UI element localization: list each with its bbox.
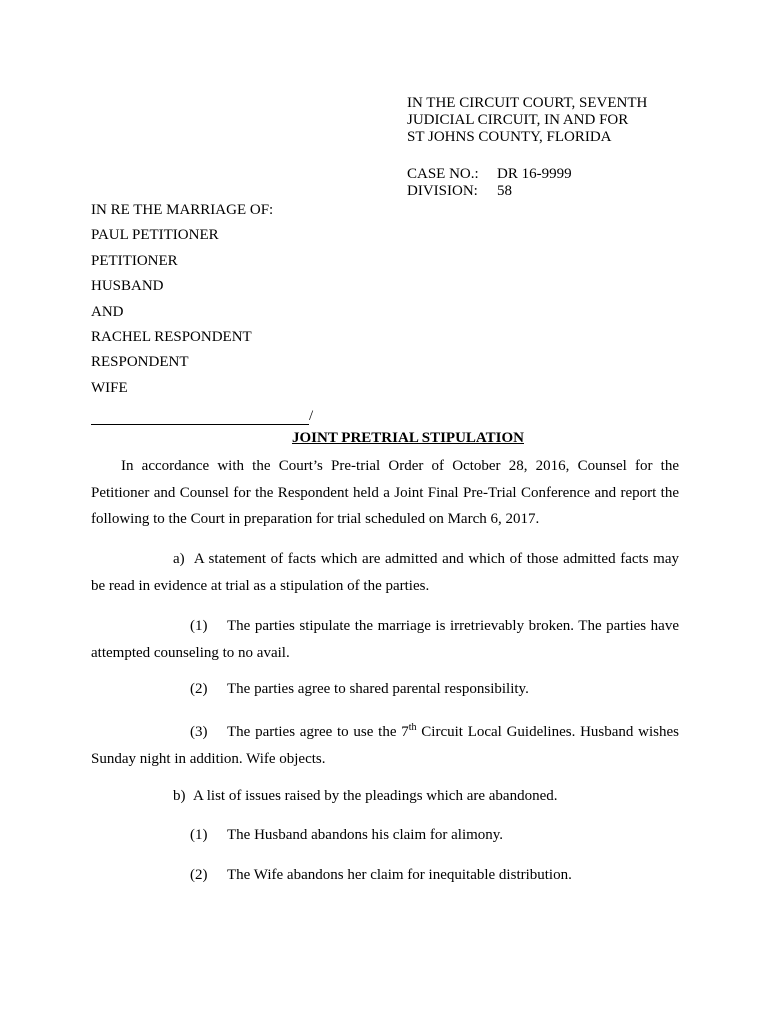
section-b-marker: b) bbox=[173, 788, 186, 804]
section-a bbox=[91, 546, 679, 599]
parties-heading: IN RE THE MARRIAGE OF: bbox=[91, 202, 274, 218]
division-row bbox=[407, 182, 572, 199]
parties-conjunction: AND bbox=[91, 303, 124, 320]
section-a-line: be read in evidence at trial as a stipulation of the parties. bbox=[91, 577, 430, 594]
caption-underline bbox=[91, 409, 309, 425]
court-caption-line: JUDICIAL CIRCUIT, IN AND FOR bbox=[407, 112, 629, 128]
intro-paragraph bbox=[91, 453, 679, 533]
caption-divider bbox=[91, 407, 313, 425]
intro-line: following to the Court in preparation for trial scheduled on March 6, 2017. bbox=[91, 511, 540, 527]
case-number-label: CASE NO.: bbox=[407, 166, 479, 182]
case-number-row bbox=[407, 165, 572, 182]
division-value: 58 bbox=[497, 183, 512, 199]
petitioner-name: PAUL PETITIONER bbox=[91, 227, 219, 244]
section-a-item-2 bbox=[190, 680, 529, 698]
section-b-item-1 bbox=[190, 826, 503, 844]
item-number: (1) bbox=[190, 618, 208, 634]
intro-line: In accordance with the Court’s Pre-trial Order of October 28, 2016, Counsel for the bbox=[121, 458, 679, 474]
item-line: (3) The parties agree to use the 7th Circuit Local Guidelines. Husband wishes bbox=[91, 719, 679, 746]
item-number: (2) bbox=[190, 681, 208, 697]
section-b-item-2 bbox=[190, 866, 572, 884]
section-a-item-1 bbox=[91, 613, 679, 666]
item-text: The Wife abandons her claim for inequitable distribution. bbox=[227, 867, 572, 883]
case-number-value: DR 16-9999 bbox=[497, 166, 572, 182]
item-text: The parties agree to shared parental responsibility. bbox=[227, 681, 529, 697]
section-b bbox=[173, 787, 558, 805]
court-caption bbox=[407, 94, 647, 145]
caption-slash: / bbox=[309, 408, 314, 424]
section-a-item-3 bbox=[91, 719, 679, 772]
intro-line: Petitioner and Counsel for the Respondent held a Joint Final Pre-Trial Conference and report the bbox=[91, 484, 679, 501]
respondent-role: RESPONDENT bbox=[91, 354, 189, 371]
item-number: (1) bbox=[190, 827, 208, 843]
case-info bbox=[407, 165, 572, 199]
item-line: (1) The parties stipulate the marriage is irretrievably broken. The parties have bbox=[91, 613, 679, 640]
parties-block bbox=[91, 201, 273, 404]
court-caption-line: IN THE CIRCUIT COURT, SEVENTH bbox=[407, 95, 648, 111]
respondent-name: RACHEL RESPONDENT bbox=[91, 328, 252, 345]
item-line: Sunday night in addition. Wife objects. bbox=[91, 750, 326, 767]
petitioner-relation: HUSBAND bbox=[91, 278, 164, 295]
document-title: JOINT PRETRIAL STIPULATION bbox=[291, 430, 524, 446]
division-label: DIVISION: bbox=[407, 183, 478, 199]
item-number: (2) bbox=[190, 867, 208, 883]
respondent-relation: WIFE bbox=[91, 379, 128, 396]
item-number: (3) bbox=[190, 724, 208, 740]
petitioner-role: PETITIONER bbox=[91, 252, 178, 269]
section-a-marker: a) bbox=[173, 551, 185, 567]
section-b-text: A list of issues raised by the pleadings which are abandoned. bbox=[193, 788, 558, 804]
court-caption-line: ST JOHNS COUNTY, FLORIDA bbox=[407, 129, 612, 145]
item-text: The Husband abandons his claim for alimony. bbox=[227, 827, 504, 843]
item-line: attempted counseling to no avail. bbox=[91, 644, 290, 661]
section-a-line: a) A statement of facts which are admitted and which of those admitted facts may bbox=[173, 551, 679, 567]
